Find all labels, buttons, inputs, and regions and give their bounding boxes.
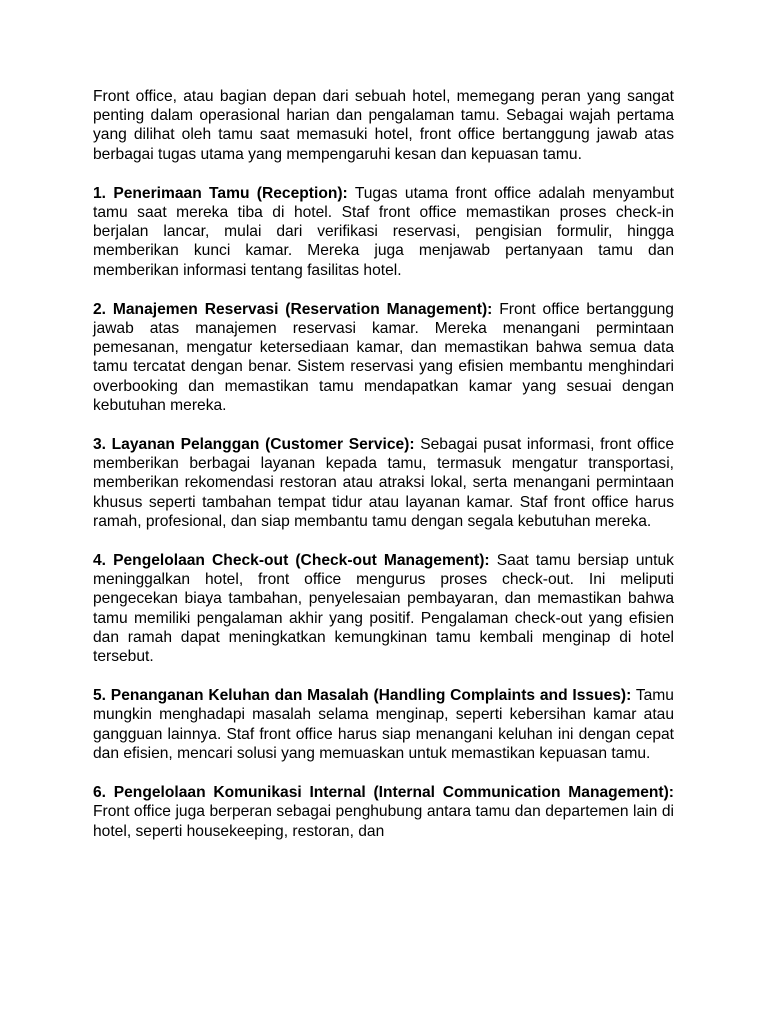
section-heading: 6. Pengelolaan Komunikasi Internal (Internal Communication Management): xyxy=(93,784,674,802)
section-heading: 4. Pengelolaan Check-out (Check-out Management): xyxy=(93,552,490,570)
section-internal-communication xyxy=(93,783,674,841)
section-body: Front office juga berperan sebagai penghubung antara tamu dan departemen lain di hotel, seperti housekeeping, restoran, dan xyxy=(93,803,674,840)
document-page xyxy=(93,87,674,861)
section-heading: 5. Penanganan Keluhan dan Masalah (Handling Complaints and Issues): xyxy=(93,687,632,705)
section-heading: 1. Penerimaan Tamu (Reception): xyxy=(93,184,348,202)
section-customer-service xyxy=(93,435,674,531)
section-heading: 3. Layanan Pelanggan (Customer Service): xyxy=(93,436,415,454)
section-reception xyxy=(93,184,674,280)
section-body: Tamu mungkin menghadapi masalah selama menginap, seperti kebersihan kamar atau gangguan lainnya. Staf front office harus siap menangani keluhan ini dengan cepat dan efisien, mencari solusi yang memuaskan untuk memastikan kepuasan tamu. xyxy=(93,687,674,762)
section-body: Sebagai pusat informasi, front office memberikan berbagai layanan kepada tamu, termasuk mengatur transportasi, memberikan rekomendasi restoran atau atraksi lokal, serta menangani permintaan khusus seperti tambahan tempat tidur atau layanan kamar. Staf front office harus ramah, profesional, dan siap membantu tamu dengan segala kebutuhan mereka. xyxy=(93,436,674,530)
section-body: Saat tamu bersiap untuk meninggalkan hotel, front office mengurus proses check-out. Ini meliputi pengecekan biaya tambahan, penyelesaian pembayaran, dan memastikan bahwa tamu memiliki pengalaman akhir yang positif. Pengalaman check-out yang efisien dan ramah dapat meningkatkan kemungkinan tamu kembali menginap di hotel tersebut. xyxy=(93,552,674,666)
section-complaints xyxy=(93,686,674,763)
section-body: Front office bertanggung jawab atas manajemen reservasi kamar. Mereka menangani permintaan pemesanan, mengatur ketersediaan kamar, dan memastikan bahwa semua data tamu tercatat dengan benar. Sistem reservasi yang efisien membantu menghindari overbooking dan memastikan tamu mendapatkan kamar yang sesuai dengan kebutuhan mereka. xyxy=(93,300,674,414)
section-heading: 2. Manajemen Reservasi (Reservation Management): xyxy=(93,300,493,318)
section-reservation xyxy=(93,300,674,415)
section-body: Tugas utama front office adalah menyambut tamu saat mereka tiba di hotel. Staf front office memastikan proses check-in berjalan lancar, mulai dari verifikasi reservasi, pengisian formulir, hingga memberikan kunci kamar. Mereka juga menjawab pertanyaan tamu dan memberikan informasi tentang fasilitas hotel. xyxy=(93,184,674,279)
intro-paragraph: Front office, atau bagian depan dari sebuah hotel, memegang peran yang sangat penting dalam operasional harian dan pengalaman tamu. Sebagai wajah pertama yang dilihat oleh tamu saat memasuki hotel, front office bertanggung jawab atas berbagai tugas utama yang mempengaruhi kesan dan kepuasan tamu. xyxy=(93,88,674,163)
section-checkout xyxy=(93,551,674,666)
